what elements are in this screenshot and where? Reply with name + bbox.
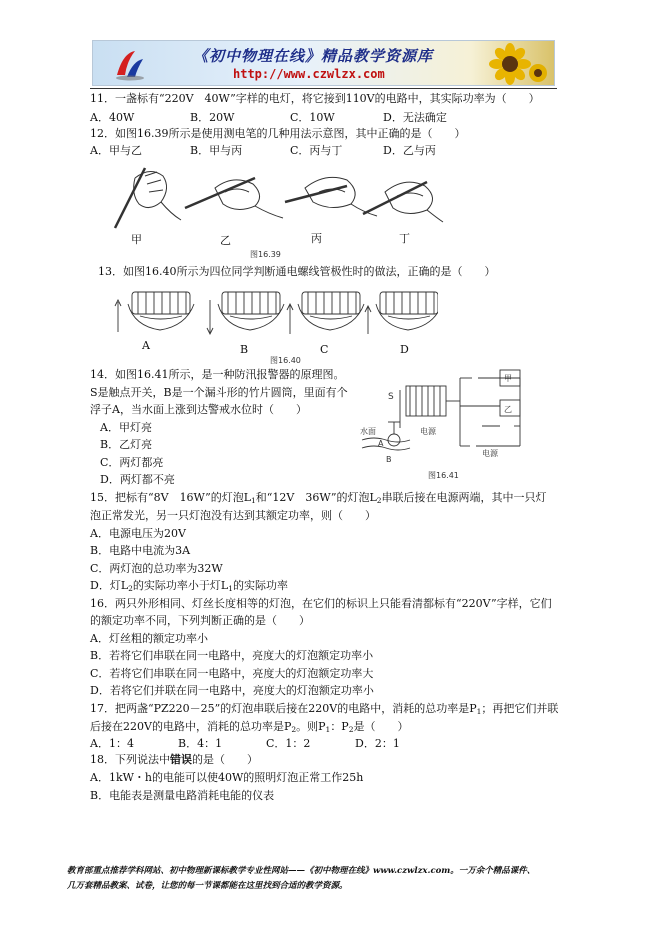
fig-label-float-a: A <box>378 439 384 448</box>
hand-ding-figure <box>363 182 443 222</box>
fig-label-tube-b: B <box>386 455 392 464</box>
fig-label-lamp-jia: 甲 <box>504 374 512 383</box>
q14-option-b: B．乙灯亮 <box>100 438 153 451</box>
q16-line-2: 的额定功率不同，下列判断正确的是（ ） <box>90 614 310 627</box>
q15-line-1: 15．把标有“8V 16W”的灯泡$L_1$和“12V 36W”的灯泡$L_2$串联后接在电源两端，其中一只灯 <box>90 491 547 505</box>
hand-yi-figure <box>185 178 283 218</box>
q12-option-a: A．甲与乙 <box>90 144 142 157</box>
fig-16-39-test-pen-hands <box>105 158 445 230</box>
solenoid-a <box>115 292 194 332</box>
fig-16-41-flood-alarm-circuit <box>360 366 530 468</box>
q16-option-d: D．若将它们并联在同一电路中，亮度大的灯泡额定功率小 <box>90 684 374 697</box>
q15-option-b: B．电路中电流为3A <box>90 544 191 557</box>
q17-line-2: 后接在220V的电路中，消耗的总功率是$P_2$。则$P_1$：$P_2$是（ ） <box>90 720 409 734</box>
q13-stem: 13．如图16.40所示为四位同学判断通电螺线管极性时的做法，正确的是（ ） <box>98 265 496 278</box>
q15-line-2: 泡正常发光，另一只灯泡没有达到其额定功率，则（ ） <box>90 509 376 522</box>
q11-option-b: B．20W <box>190 111 235 124</box>
solenoid-b <box>207 292 284 334</box>
fig-label-jia: 甲 <box>131 233 142 246</box>
footer-line-1: 教育部重点推荐学科网站、初中物理新课标教学专业性网站——《初中物理在线》www.czwlzx.com。一万余个精品课件、 <box>67 866 536 876</box>
fig-label-yi: 乙 <box>220 234 231 247</box>
q14-stem-line-2: S是触点开关，B是一个漏斗形的竹片圆筒，里面有个 <box>90 386 348 399</box>
fig-label-d: D <box>400 343 409 356</box>
q12-option-c: C．丙与丁 <box>290 144 343 157</box>
q14-stem-line-1: 14．如图16.41所示，是一种防汛报警器的原理图。 <box>90 368 345 381</box>
q18-option-b: B．电能表是测量电路消耗电能的仪表 <box>90 789 275 802</box>
fig-label-power-1: 电源 <box>420 427 436 436</box>
fig-label-s: S <box>388 392 394 402</box>
fig-label-c: C <box>320 343 329 356</box>
sunflower-icon <box>488 43 548 85</box>
solenoid-d <box>365 292 438 334</box>
q14-stem-line-3: 浮子A，当水面上涨到达警戒水位时（ ） <box>90 403 307 416</box>
q18-option-a: A．1kW・h的电能可以使40W的照明灯泡正常工作25h <box>90 771 364 784</box>
q11-option-d: D．无法确定 <box>383 111 447 124</box>
solenoid-c <box>287 292 364 334</box>
header-rule <box>90 88 557 89</box>
site-logo-icon <box>113 47 147 81</box>
hand-bing-figure <box>285 177 377 216</box>
q15-option-a: A．电源电压为20V <box>90 527 186 540</box>
fig-label-a: A <box>142 339 150 352</box>
header-banner <box>92 40 555 86</box>
fig-label-ding: 丁 <box>399 232 410 245</box>
q16-option-c: C．若将它们串联在同一电路中，亮度大的灯泡额定功率大 <box>90 667 374 680</box>
q14-option-c: C．两灯都亮 <box>100 456 164 469</box>
q12-stem: 12．如图16.39所示是使用测电笔的几种用法示意图，其中正确的是（ ） <box>90 127 466 140</box>
fig-label-power-2: 电源 <box>482 449 498 458</box>
q11-option-a: A．40W <box>90 111 135 124</box>
footer-line-2: 几万套精品教案、试卷，让您的每一节课都能在这里找到合适的教学资源。 <box>67 881 348 891</box>
q12-option-d: D．乙与丙 <box>383 144 436 157</box>
q16-line-1: 16．两只外形相同、灯丝长度相等的灯泡，在它们的标识上只能看清都标有“220V”字样，它们 <box>90 597 552 610</box>
fig-label-lamp-yi: 乙 <box>504 405 512 414</box>
q12-option-b: B．甲与丙 <box>190 144 243 157</box>
q17-option-a: A．1：4 <box>90 737 134 750</box>
fig-label-bing: 丙 <box>311 232 322 245</box>
hand-jia-figure <box>115 168 181 228</box>
fig-16-39-caption: 图16.39 <box>250 250 281 259</box>
q17-option-c: C．1：2 <box>266 737 311 750</box>
q17-line-1: 17．把两盏“PZ220－25”的灯泡串联后接在220V的电路中，消耗的总功率是$P_1$；再把它们并联 <box>90 702 559 716</box>
q14-option-d: D．两灯都不亮 <box>100 473 175 486</box>
banner-title: 《初中物理在线》精品教学资源库 <box>193 47 434 65</box>
q15-option-c: C．两灯泡的总功率为32W <box>90 562 223 575</box>
banner-url[interactable]: http://www.czwlzx.com <box>233 67 385 81</box>
q16-option-b: B．若将它们串联在同一电路中，亮度大的灯泡额定功率小 <box>90 649 374 662</box>
fig-16-40-solenoid-hands <box>108 282 438 338</box>
fig-16-40-caption: 图16.40 <box>270 356 301 365</box>
fig-label-b: B <box>240 343 249 356</box>
q11-option-c: C．10W <box>290 111 335 124</box>
fig-label-water-level: 水面 <box>360 427 376 436</box>
q15-option-d: D．灯$L_2$的实际功率小于灯$L_1$的实际功率 <box>90 579 288 593</box>
q18-stem: 18．下列说法中错误的是（ ） <box>90 753 258 766</box>
q17-option-d: D．2：1 <box>355 737 400 750</box>
q14-option-a: A．甲灯亮 <box>100 421 152 434</box>
q17-option-b: B．4：1 <box>178 737 223 750</box>
q16-option-a: A．灯丝粗的额定功率小 <box>90 632 208 645</box>
q11-stem: 11．一盏标有“220V 40W”字样的电灯，将它接到110V的电路中，其实际功率为（ ） <box>90 92 540 105</box>
fig-16-41-caption: 图16.41 <box>428 471 459 480</box>
